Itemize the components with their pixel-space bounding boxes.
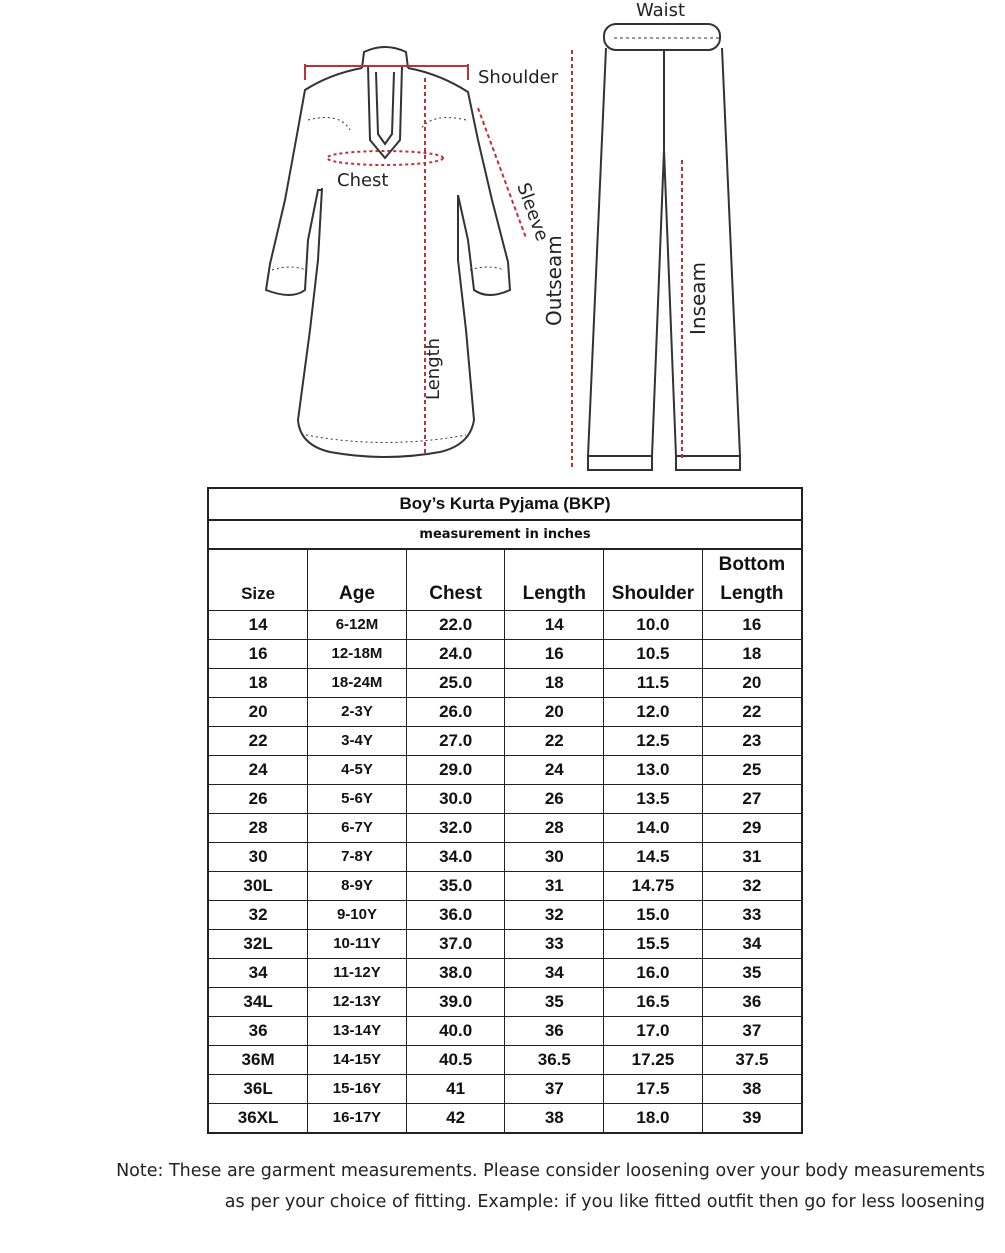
cell-shoulder: 16.0 <box>604 959 703 988</box>
cell-length: 33 <box>505 930 604 959</box>
cell-shoulder: 10.5 <box>604 640 703 669</box>
cell-shoulder: 14.75 <box>604 872 703 901</box>
cell-shoulder: 12.0 <box>604 698 703 727</box>
cell-chest: 42 <box>406 1104 505 1133</box>
cell-size: 36 <box>209 1017 308 1046</box>
cell-length: 30 <box>505 843 604 872</box>
cell-size: 36M <box>209 1046 308 1075</box>
table-row <box>209 1075 801 1104</box>
cell-age: 8-9Y <box>308 872 407 901</box>
cell-age: 9-10Y <box>308 901 407 930</box>
cell-bottom-length: 16 <box>702 611 801 640</box>
shoulder-label: Shoulder <box>478 67 559 88</box>
cell-chest: 26.0 <box>406 698 505 727</box>
cell-size: 26 <box>209 785 308 814</box>
cell-bottom-length: 25 <box>702 756 801 785</box>
table-row <box>209 698 801 727</box>
cell-length: 36 <box>505 1017 604 1046</box>
cell-size: 16 <box>209 640 308 669</box>
pyjama-outline <box>588 24 740 470</box>
cell-bottom-length: 18 <box>702 640 801 669</box>
table-row <box>209 814 801 843</box>
sleeve-label: Sleeve <box>512 180 553 244</box>
table-row <box>209 959 801 988</box>
cell-size: 20 <box>209 698 308 727</box>
cell-size: 34L <box>209 988 308 1017</box>
cell-length: 26 <box>505 785 604 814</box>
cell-shoulder: 17.25 <box>604 1046 703 1075</box>
cell-shoulder: 10.0 <box>604 611 703 640</box>
header-shoulder: Shoulder <box>604 550 703 611</box>
cell-chest: 37.0 <box>406 930 505 959</box>
cell-bottom-length: 35 <box>702 959 801 988</box>
table-row <box>209 988 801 1017</box>
cell-size: 22 <box>209 727 308 756</box>
cell-bottom-length: 37.5 <box>702 1046 801 1075</box>
cell-bottom-length: 31 <box>702 843 801 872</box>
cell-age: 15-16Y <box>308 1075 407 1104</box>
cell-length: 18 <box>505 669 604 698</box>
cell-length: 24 <box>505 756 604 785</box>
cell-bottom-length: 37 <box>702 1017 801 1046</box>
table-row <box>209 1017 801 1046</box>
size-rows <box>209 611 801 1133</box>
cell-shoulder: 14.0 <box>604 814 703 843</box>
length-label: Length <box>423 337 444 400</box>
cell-bottom-length: 32 <box>702 872 801 901</box>
cell-size: 24 <box>209 756 308 785</box>
cell-bottom-length: 39 <box>702 1104 801 1133</box>
outseam-label: Outseam <box>542 235 566 326</box>
cell-age: 10-11Y <box>308 930 407 959</box>
cell-bottom-length: 22 <box>702 698 801 727</box>
cell-chest: 29.0 <box>406 756 505 785</box>
cell-age: 12-18M <box>308 640 407 669</box>
cell-age: 4-5Y <box>308 756 407 785</box>
cell-shoulder: 18.0 <box>604 1104 703 1133</box>
table-row <box>209 785 801 814</box>
table-title: Boy’s Kurta Pyjama (BKP) <box>209 489 801 521</box>
cell-chest: 40.0 <box>406 1017 505 1046</box>
cell-age: 16-17Y <box>308 1104 407 1133</box>
cell-size: 18 <box>209 669 308 698</box>
kurta-measure-lines <box>305 64 526 455</box>
cell-size: 14 <box>209 611 308 640</box>
kurta-outline <box>266 47 510 457</box>
cell-size: 34 <box>209 959 308 988</box>
cell-shoulder: 15.5 <box>604 930 703 959</box>
cell-shoulder: 17.5 <box>604 1075 703 1104</box>
cell-shoulder: 17.0 <box>604 1017 703 1046</box>
cell-chest: 22.0 <box>406 611 505 640</box>
table-subtitle: measurement in inches <box>209 521 801 550</box>
table-row <box>209 872 801 901</box>
chest-label: Chest <box>337 170 389 191</box>
cell-length: 20 <box>505 698 604 727</box>
cell-chest: 34.0 <box>406 843 505 872</box>
size-grid <box>209 550 801 1132</box>
table-row <box>209 756 801 785</box>
cell-chest: 40.5 <box>406 1046 505 1075</box>
header-row <box>209 550 801 611</box>
cell-length: 38 <box>505 1104 604 1133</box>
measurement-diagram <box>0 0 1005 480</box>
cell-age: 6-7Y <box>308 814 407 843</box>
cell-length: 37 <box>505 1075 604 1104</box>
cell-chest: 41 <box>406 1075 505 1104</box>
cell-bottom-length: 38 <box>702 1075 801 1104</box>
cell-bottom-length: 33 <box>702 901 801 930</box>
cell-length: 22 <box>505 727 604 756</box>
cell-length: 31 <box>505 872 604 901</box>
cell-shoulder: 13.0 <box>604 756 703 785</box>
cell-shoulder: 12.5 <box>604 727 703 756</box>
cell-length: 35 <box>505 988 604 1017</box>
cell-shoulder: 11.5 <box>604 669 703 698</box>
cell-size: 30 <box>209 843 308 872</box>
cell-age: 14-15Y <box>308 1046 407 1075</box>
table-row <box>209 930 801 959</box>
table-row <box>209 640 801 669</box>
cell-size: 36L <box>209 1075 308 1104</box>
cell-chest: 24.0 <box>406 640 505 669</box>
pyjama-measure-lines <box>572 50 682 470</box>
cell-age: 7-8Y <box>308 843 407 872</box>
header-length: Length <box>505 550 604 611</box>
cell-bottom-length: 34 <box>702 930 801 959</box>
header-size: Size <box>209 550 308 611</box>
cell-age: 6-12M <box>308 611 407 640</box>
table-row <box>209 727 801 756</box>
cell-length: 28 <box>505 814 604 843</box>
table-row <box>209 1046 801 1075</box>
inseam-label: Inseam <box>686 261 710 335</box>
cell-age: 13-14Y <box>308 1017 407 1046</box>
note-line-2: as per your choice of fitting. Example: if you like fitted outfit then go for less loosening <box>224 1192 985 1212</box>
cell-chest: 25.0 <box>406 669 505 698</box>
cell-bottom-length: 36 <box>702 988 801 1017</box>
cell-size: 32 <box>209 901 308 930</box>
cell-chest: 27.0 <box>406 727 505 756</box>
table-row <box>209 669 801 698</box>
cell-chest: 39.0 <box>406 988 505 1017</box>
cell-shoulder: 16.5 <box>604 988 703 1017</box>
table-row <box>209 1104 801 1133</box>
cell-age: 11-12Y <box>308 959 407 988</box>
cell-size: 30L <box>209 872 308 901</box>
size-chart-table <box>207 487 803 1134</box>
cell-chest: 30.0 <box>406 785 505 814</box>
cell-bottom-length: 27 <box>702 785 801 814</box>
cell-age: 2-3Y <box>308 698 407 727</box>
cell-length: 36.5 <box>505 1046 604 1075</box>
cell-size: 28 <box>209 814 308 843</box>
cell-age: 3-4Y <box>308 727 407 756</box>
cell-length: 14 <box>505 611 604 640</box>
cell-length: 16 <box>505 640 604 669</box>
cell-length: 32 <box>505 901 604 930</box>
cell-bottom-length: 20 <box>702 669 801 698</box>
cell-chest: 35.0 <box>406 872 505 901</box>
table-row <box>209 611 801 640</box>
cell-chest: 38.0 <box>406 959 505 988</box>
table-row <box>209 901 801 930</box>
cell-chest: 36.0 <box>406 901 505 930</box>
cell-age: 12-13Y <box>308 988 407 1017</box>
cell-shoulder: 13.5 <box>604 785 703 814</box>
cell-size: 36XL <box>209 1104 308 1133</box>
cell-age: 18-24M <box>308 669 407 698</box>
cell-shoulder: 14.5 <box>604 843 703 872</box>
header-chest: Chest <box>406 550 505 611</box>
cell-shoulder: 15.0 <box>604 901 703 930</box>
waist-label: Waist <box>636 0 686 21</box>
cell-size: 32L <box>209 930 308 959</box>
header-bottom-length: Bottom Length <box>702 550 801 611</box>
header-age: Age <box>308 550 407 611</box>
cell-bottom-length: 29 <box>702 814 801 843</box>
table-row <box>209 843 801 872</box>
note-line-1: Note: These are garment measurements. Please consider loosening over your body measurements <box>116 1161 985 1181</box>
cell-chest: 32.0 <box>406 814 505 843</box>
fitting-note <box>0 1156 985 1218</box>
cell-age: 5-6Y <box>308 785 407 814</box>
cell-length: 34 <box>505 959 604 988</box>
cell-bottom-length: 23 <box>702 727 801 756</box>
